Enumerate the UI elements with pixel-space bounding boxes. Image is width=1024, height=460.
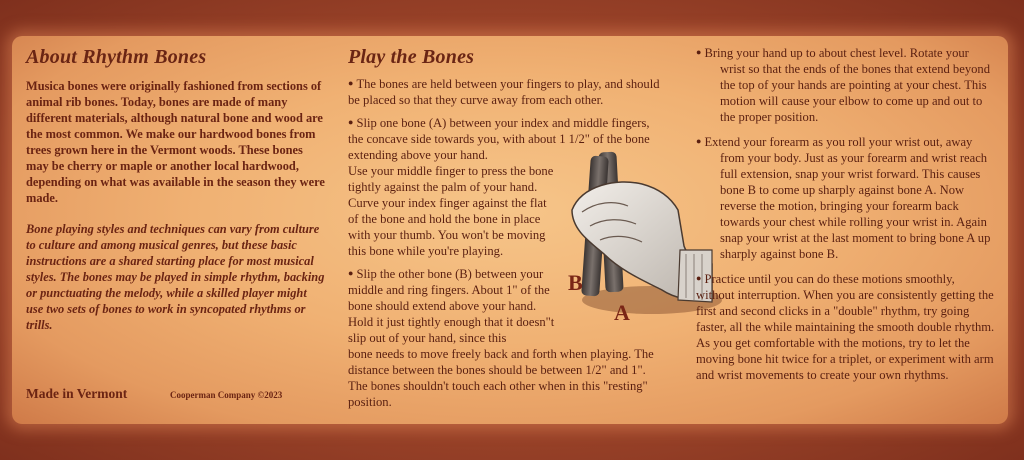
play-heading: Play the Bones (348, 46, 475, 68)
play-bullet-3-rest-text: bone needs to move freely back and forth when playing. The distance between the bones should be between 1/2" and 1". The bones shouldn't touch each other when in this "resting" position. (348, 347, 654, 409)
technique-bullet-2-text: Extend your forearm as you roll your wrist out, away from your body. Just as your forearm and wrist reach full extension, snap your wrist forward. This causes bone B to come up sharply against bone A. Now reverse the motion, bringing your forearm back towards your chest while rolling your wrist in. Again snap your wrist at the last moment to bring bone A up sharply against bone B. (704, 135, 991, 261)
bullet-dot-icon: ● (348, 268, 354, 278)
bullet-dot-icon: ● (696, 136, 702, 146)
technique-bullet-3-text: Practice until you can do these motions smoothly, without interruption. When you are consistently getting the first and second clicks in a "double" rhythm, try going faster, all the while maintaining the smooth double rhythm. As you get comfortable with the motions, try to let the moving bone hit twice for a triplet, or experiment with arm and wrist movements to create your own rhythms. (696, 272, 995, 382)
technique-bullet-1 (696, 44, 996, 125)
about-heading: About Rhythm Bones (26, 46, 207, 68)
made-in-label: Made in Vermont (26, 386, 128, 401)
play-bullet-1 (348, 75, 668, 108)
copyright-label: Cooperman Company ©2023 (170, 390, 283, 400)
play-bullet-2-top-text: Slip one bone (A) between your index and middle fingers, the concave side towards you, with about 1 1/2" of the bone extending above your hand. (348, 116, 650, 162)
about-intro-text: Musica bones were originally fashioned from sections of animal rib bones. Today, bones are made of many different materials, although natural bone and wood are the most common. We make our hardwood bones from trees grown here in the Vermont woods. These bones may be cherry or maple or another local hardwood, depending on what was available in the season they were made. (26, 79, 325, 205)
play-bullet-1-text: The bones are held between your fingers to play, and should be placed so that they curve away from each other. (348, 77, 660, 107)
about-section (26, 46, 326, 333)
bone-a-label: A (614, 300, 630, 325)
bullet-dot-icon: ● (696, 47, 702, 57)
bullet-dot-icon: ● (696, 273, 702, 283)
bullet-dot-icon: ● (348, 117, 354, 127)
technique-bullet-1-text: Bring your hand up to about chest level. Rotate your wrist so that the ends of the bones that extend beyond the top of your hands are pointing at your chest. This motion will cause your elbow to come up and out to the proper position. (704, 46, 991, 124)
technique-bullet-3 (696, 270, 996, 383)
bone-b-label: B (568, 270, 583, 295)
about-styles-text: Bone playing styles and techniques can vary from culture to culture and among musical genres, but these basic instructions are a shared starting place for most musical styles. The bones may be played in simple rhythm, backing or punctuating the melody, while a skilled player might use two sets of bones to work in syncopated rhythms or trills. (26, 222, 325, 332)
bullet-dot-icon: ● (348, 78, 354, 88)
play-bullet-3-wrap (348, 265, 560, 346)
play-bullet-2-wrap-text: Use your middle finger to press the bone tightly against the palm of your hand. Curve your index finger against the flat of the bone and hold the bone in place with your thumb. You won't be moving this bone while you're playing. (348, 164, 554, 258)
technique-section (696, 44, 996, 391)
technique-bullet-2 (696, 133, 996, 262)
play-bullet-3-wrap-text: Slip the other bone (B) between your middle and ring fingers. About 1" of the bone should extend above your hand. Hold it just tightly enough that it doesn"t slip out of your hand, since this (348, 267, 555, 345)
